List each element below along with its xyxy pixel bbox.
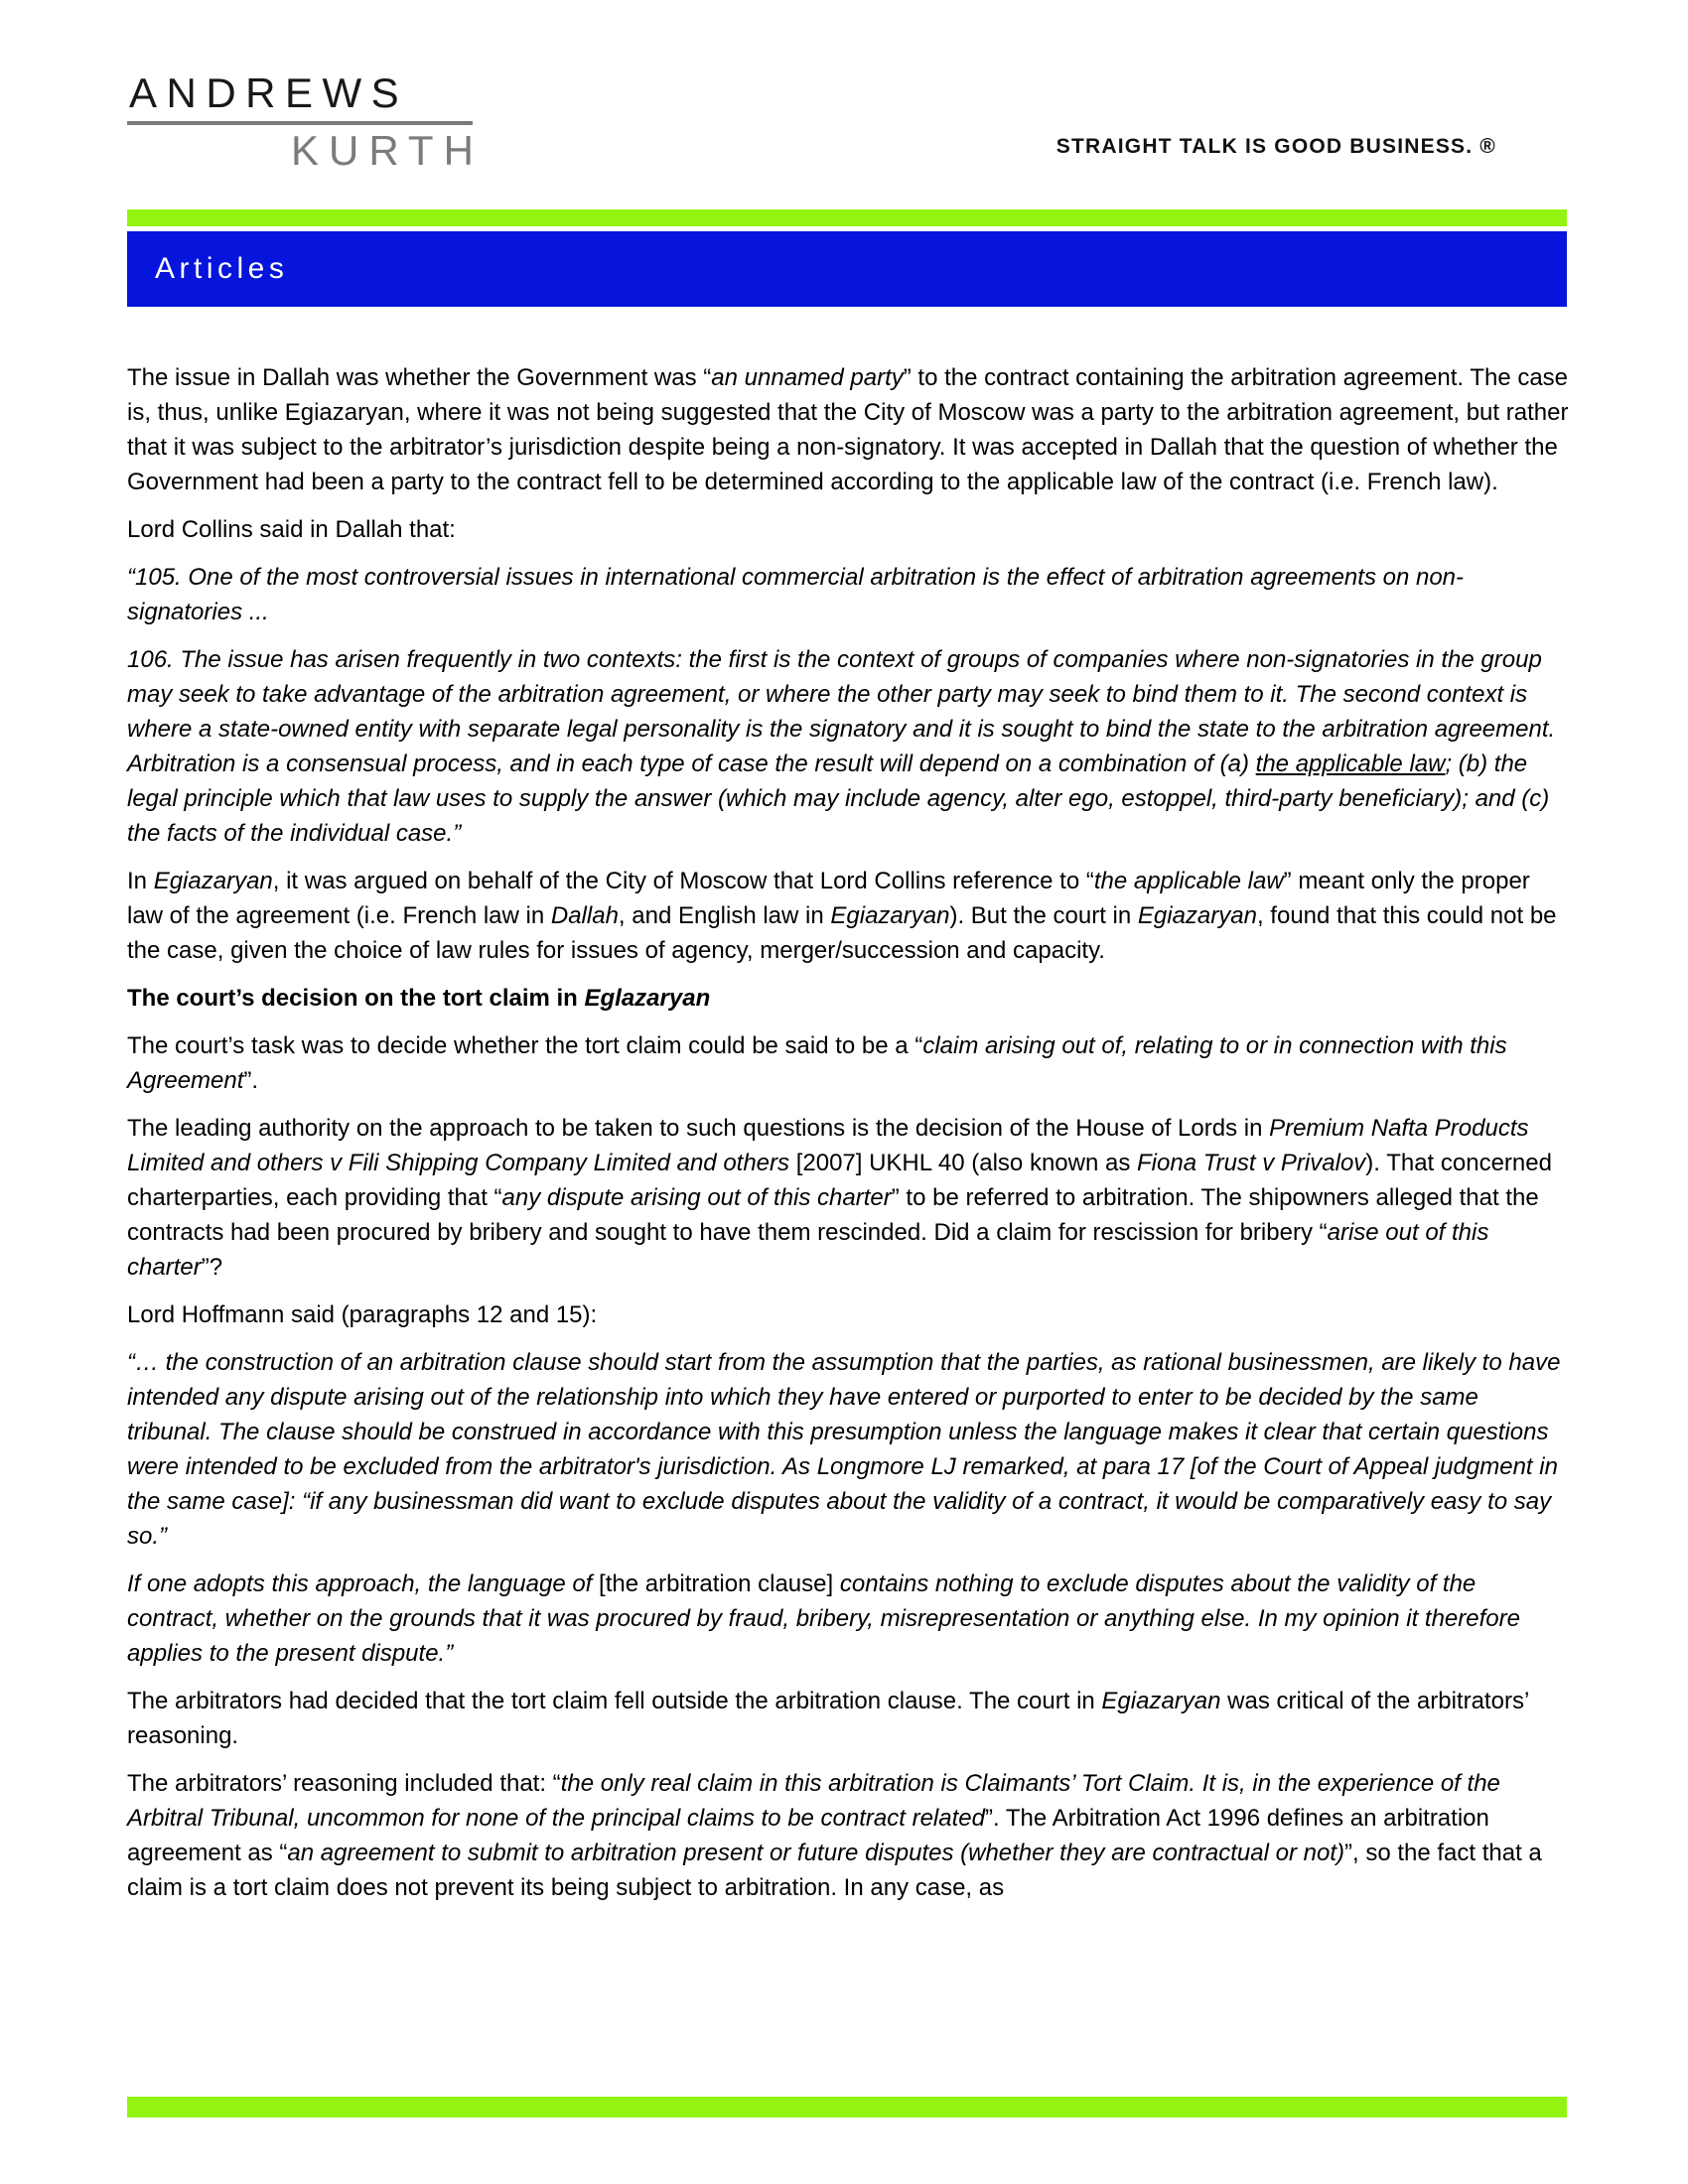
article-body bbox=[127, 360, 1569, 1918]
green-accent-bar-top bbox=[127, 209, 1567, 226]
logo-andrews-text: ANDREWS bbox=[129, 69, 409, 116]
green-accent-bar-bottom bbox=[127, 2097, 1567, 2117]
articles-banner bbox=[127, 231, 1567, 307]
paragraph: Lord Collins said in Dallah that: bbox=[127, 516, 456, 543]
logo-divider-line bbox=[127, 121, 473, 125]
paragraph: The issue in Dallah was whether the Government was “an unnamed party” to the contract containing the arbitration agreement. The case is, thus, unlike Egiazaryan, where it was not being suggested that the City of Moscow was a party to the arbitration agreement, but rather that it was subject to the arbitrator’s jurisdiction despite being a non-signatory. It was accepted in Dallah that the question of whether the Government had been a party to the contract fell to be determined according to the applicable law of the contract (i.e. French law). bbox=[127, 364, 1569, 495]
paragraph: The arbitrators had decided that the tort claim fell outside the arbitration clause. The court in Egiazaryan was critical of the arbitrators’ reasoning. bbox=[127, 1688, 1529, 1749]
paragraph: In Egiazaryan, it was argued on behalf of the City of Moscow that Lord Collins reference to “the applicable law” meant only the proper law of the agreement (i.e. French law in Dallah, and English law in Egiazaryan). But the court in Egiazaryan, found that this could not be the case, given the choice of law rules for issues of agency, merger/succession and capacity. bbox=[127, 868, 1557, 964]
paragraph: “105. One of the most controversial issues in international commercial arbitration is the effect of arbitration agreements on non-signatories ... bbox=[127, 564, 1465, 625]
paragraph: The leading authority on the approach to be taken to such questions is the decision of the House of Lords in Premium Nafta Products Limited and others v Fili Shipping Company Limited and others [2007] UKHL 40 (also known as Fiona Trust v Privalov). That concerned charterparties, each providing that “any dispute arising out of this charter” to be referred to arbitration. The shipowners alleged that the contracts had been procured by bribery and sought to have them rescinded. Did a claim for rescission for bribery “arise out of this charter”? bbox=[127, 1115, 1552, 1281]
banner-title: Articles bbox=[155, 252, 289, 285]
logo-kurth-text: KURTH bbox=[291, 127, 484, 174]
paragraph: The court’s task was to decide whether the tort claim could be said to be a “claim arising out of, relating to or in connection with this Agreement”. bbox=[127, 1032, 1507, 1094]
paragraph: The arbitrators’ reasoning included that: “the only real claim in this arbitration is Claimants’ Tort Claim. It is, in the experience of the Arbitral Tribunal, uncommon for none of the principal claims to be contract related”. The Arbitration Act 1996 defines an arbitration agreement as “an agreement to submit to arbitration present or future disputes (whether they are contractual or not)”, so the fact that a claim is a tort claim does not prevent its being subject to arbitration. In any case, as bbox=[127, 1770, 1542, 1901]
paragraph: If one adopts this approach, the language of [the arbitration clause] contains nothing to exclude disputes about the validity of the contract, whether on the grounds that it was procured by fraud, bribery, misrepresentation or anything else. In my opinion it therefore applies to the present dispute.” bbox=[127, 1570, 1520, 1667]
section-heading: The court’s decision on the tort claim in Eglazaryan bbox=[127, 985, 711, 1012]
paragraph: 106. The issue has arisen frequently in two contexts: the first is the context of groups of companies where non-signatories in the group may seek to take advantage of the arbitration agreement, or where the other party may seek to bind them to it. The second context is where a state-owned entity with separate legal personality is the signatory and it is sought to bind the state to the arbitration agreement. Arbitration is a consensual process, and in each type of case the result will depend on a combination of (a) the applicable law; (b) the legal principle which that law uses to supply the answer (which may include agency, alter ego, estoppel, third-party beneficiary); and (c) the facts of the individual case.” bbox=[127, 646, 1556, 847]
paragraph: “… the construction of an arbitration clause should start from the assumption that the parties, as rational businessmen, are likely to have intended any dispute arising out of the relationship into which they have entered or purported to enter to be decided by the same tribunal. The clause should be construed in accordance with this presumption unless the language makes it clear that certain questions were intended to be excluded from the arbitrator's jurisdiction. As Longmore LJ remarked, at para 17 [of the Court of Appeal judgment in the same case]: “if any businessman did want to exclude disputes about the validity of a contract, it would be comparatively easy to say so.” bbox=[127, 1349, 1561, 1550]
paragraph: Lord Hoffmann said (paragraphs 12 and 15): bbox=[127, 1301, 598, 1328]
firm-tagline: STRAIGHT TALK IS GOOD BUSINESS. ® bbox=[1055, 135, 1496, 158]
